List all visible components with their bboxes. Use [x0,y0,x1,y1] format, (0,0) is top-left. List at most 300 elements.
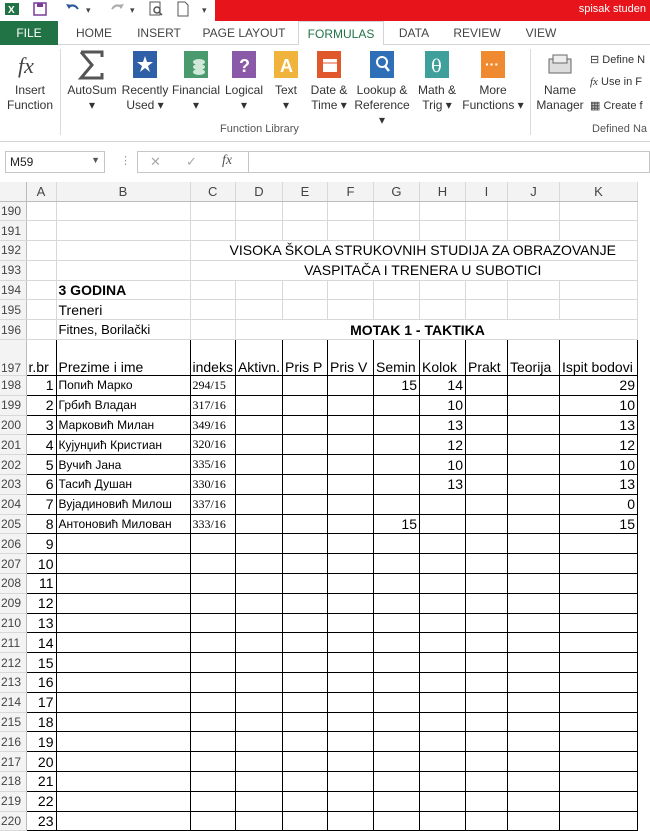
cell-bodovi[interactable]: 10 [559,455,637,475]
cell[interactable] [465,435,507,455]
cell[interactable] [507,455,559,475]
row-header[interactable]: 192 [0,241,26,261]
cell[interactable] [373,692,419,712]
cell[interactable] [373,673,419,693]
cell[interactable] [373,633,419,653]
row-header[interactable]: 198 [0,376,26,396]
tab-page-layout[interactable]: PAGE LAYOUT [202,26,286,40]
header-teorija[interactable]: Teorija [507,340,559,376]
subject-title[interactable]: MOTAK 1 - TAKTIKA [235,320,637,340]
cell[interactable] [56,752,190,772]
cell[interactable] [282,673,327,693]
cell-rbr[interactable]: 2 [26,395,56,415]
logical-button[interactable] [222,49,266,113]
splitter-dots-icon[interactable]: ⋮ [120,155,131,167]
cell-name[interactable]: Вучић Јана [56,455,190,475]
cell[interactable] [465,475,507,495]
cell[interactable] [190,574,235,594]
cell[interactable] [327,395,373,415]
cell-bodovi[interactable]: 10 [559,395,637,415]
school-title-line2[interactable]: VASPITAČA I TRENERA U SUBOTICI [190,260,637,280]
column-header-b[interactable]: B [56,182,190,201]
chevron-down-icon[interactable]: ▼ [91,155,100,165]
tab-formulas[interactable]: FORMULAS [298,21,384,46]
cell[interactable] [559,300,637,320]
new-document-icon[interactable] [176,1,190,19]
cell[interactable] [465,395,507,415]
cell[interactable] [559,593,637,613]
cell[interactable] [327,221,373,241]
cell[interactable] [419,221,465,241]
cell[interactable] [559,732,637,752]
cell[interactable] [235,455,282,475]
cell[interactable] [373,752,419,772]
cell[interactable] [465,633,507,653]
cell[interactable] [235,494,282,514]
header-ispit-bodovi[interactable]: Ispit bodovi [559,340,637,376]
cell[interactable] [235,633,282,653]
cell[interactable] [26,300,56,320]
column-header-f[interactable]: F [327,182,373,201]
cell[interactable] [190,712,235,732]
cell[interactable] [235,791,282,811]
cell[interactable] [373,653,419,673]
cell[interactable] [559,712,637,732]
cell-rbr[interactable]: 3 [26,415,56,435]
cell[interactable] [419,300,465,320]
cell-rbr[interactable]: 23 [26,811,56,831]
cell[interactable] [465,712,507,732]
more-functions-button[interactable]: ··· More Functions ▾ [460,49,526,113]
cell[interactable] [282,534,327,554]
cell[interactable] [507,475,559,495]
cell[interactable] [190,300,235,320]
cell[interactable] [235,395,282,415]
cell[interactable] [373,221,419,241]
math-trig-button[interactable]: θ Math & Trig ▾ [414,49,460,113]
cell[interactable] [190,633,235,653]
tab-data[interactable]: DATA [398,26,430,40]
row-header[interactable]: 211 [0,633,26,653]
autosum-button[interactable] [64,49,120,113]
cell[interactable] [507,692,559,712]
cell-index[interactable]: 317/16 [190,395,235,415]
cell[interactable] [235,574,282,594]
header-prakt[interactable]: Prakt [465,340,507,376]
cell-rbr[interactable]: 12 [26,593,56,613]
cell[interactable] [26,320,56,340]
tab-insert[interactable]: INSERT [137,26,181,40]
cell[interactable] [419,633,465,653]
enter-icon[interactable]: ✓ [186,154,197,169]
row-header[interactable]: 206 [0,534,26,554]
cell[interactable] [327,300,373,320]
cell[interactable] [419,534,465,554]
cell-kolok[interactable]: 13 [419,415,465,435]
undo-dropdown-icon[interactable]: ▾ [86,5,91,15]
cell[interactable] [235,300,282,320]
row-header[interactable]: 218 [0,772,26,792]
define-name-button[interactable] [590,53,645,66]
column-header-k[interactable]: K [559,182,637,201]
cell[interactable] [327,415,373,435]
cell[interactable] [282,653,327,673]
insert-function-fx-icon[interactable]: fx [222,153,233,168]
cell[interactable] [282,593,327,613]
cell[interactable] [56,653,190,673]
cell[interactable] [327,435,373,455]
cell[interactable] [26,280,56,300]
cell-rbr[interactable]: 21 [26,772,56,792]
cell-semin[interactable] [373,475,419,495]
cell[interactable] [282,633,327,653]
cell-bodovi[interactable]: 29 [559,376,637,396]
cell[interactable] [327,554,373,574]
cell[interactable] [235,811,282,831]
group-label[interactable]: Treneri [56,300,190,320]
row-header[interactable]: 191 [0,221,26,241]
cell[interactable] [465,811,507,831]
cell-index[interactable]: 320/16 [190,435,235,455]
cell-kolok[interactable]: 14 [419,376,465,396]
cell[interactable] [419,712,465,732]
cell-kolok[interactable]: 13 [419,475,465,495]
cell-rbr[interactable]: 16 [26,673,56,693]
cell[interactable] [419,673,465,693]
cell[interactable] [507,494,559,514]
select-all-corner[interactable] [0,182,26,201]
column-header-a[interactable]: A [26,182,56,201]
cell[interactable] [26,241,56,261]
row-header[interactable]: 197 [0,340,26,376]
cell[interactable] [373,593,419,613]
cell[interactable] [327,613,373,633]
cell[interactable] [373,534,419,554]
cell[interactable] [465,494,507,514]
cell[interactable] [465,300,507,320]
cell-name[interactable]: Попић Марко [56,376,190,396]
cell[interactable] [282,494,327,514]
cell[interactable] [507,534,559,554]
header-kolok[interactable]: Kolok [419,340,465,376]
cell[interactable] [282,395,327,415]
row-header[interactable]: 214 [0,692,26,712]
cell[interactable] [559,653,637,673]
cell-bodovi[interactable]: 12 [559,435,637,455]
cell[interactable] [56,534,190,554]
row-header[interactable]: 201 [0,435,26,455]
row-header[interactable]: 193 [0,260,26,280]
cell[interactable] [559,574,637,594]
cell[interactable] [282,554,327,574]
cell[interactable] [465,455,507,475]
cell[interactable] [282,811,327,831]
cell-index[interactable]: 337/16 [190,494,235,514]
cell[interactable] [282,201,327,221]
cell[interactable] [56,221,190,241]
cell[interactable] [235,475,282,495]
row-header[interactable]: 200 [0,415,26,435]
cell[interactable] [559,791,637,811]
row-header[interactable]: 219 [0,791,26,811]
cell-rbr[interactable]: 1 [26,376,56,396]
recently-used-button[interactable]: Recently Used ▾ [120,49,170,113]
row-header[interactable]: 217 [0,752,26,772]
cell[interactable] [327,475,373,495]
cell[interactable] [419,653,465,673]
row-header[interactable]: 205 [0,514,26,534]
cell[interactable] [190,673,235,693]
cell[interactable] [373,712,419,732]
cell-rbr[interactable]: 6 [26,475,56,495]
cell[interactable] [465,752,507,772]
cell[interactable] [282,791,327,811]
cell[interactable] [235,712,282,732]
cell[interactable] [419,752,465,772]
cell[interactable] [507,300,559,320]
cell[interactable] [56,633,190,653]
cell-rbr[interactable]: 13 [26,613,56,633]
cell-rbr[interactable]: 17 [26,692,56,712]
cell[interactable] [282,574,327,594]
redo-dropdown-icon[interactable]: ▾ [130,5,135,15]
cell[interactable] [327,201,373,221]
insert-function-button[interactable] [2,49,58,113]
cell-name[interactable]: Антоновић Милован [56,514,190,534]
cell[interactable] [559,811,637,831]
cell[interactable] [373,811,419,831]
cell[interactable] [190,221,235,241]
cell-rbr[interactable]: 22 [26,791,56,811]
cell[interactable] [235,415,282,435]
cell[interactable] [507,752,559,772]
cell[interactable] [327,633,373,653]
cell-semin[interactable] [373,395,419,415]
cell[interactable] [419,692,465,712]
cell[interactable] [327,376,373,396]
cell[interactable] [507,435,559,455]
cell[interactable] [507,395,559,415]
cell[interactable] [419,791,465,811]
redo-icon[interactable] [108,1,126,19]
column-header-i[interactable]: I [465,182,507,201]
cell[interactable] [235,692,282,712]
cell-rbr[interactable]: 15 [26,653,56,673]
header-index[interactable]: indeks [190,340,235,376]
row-header[interactable]: 209 [0,593,26,613]
cell[interactable] [282,300,327,320]
cell[interactable] [507,772,559,792]
cell[interactable] [327,791,373,811]
cell[interactable] [282,692,327,712]
cell-name[interactable]: Вујадиновић Милош [56,494,190,514]
cell[interactable] [235,752,282,772]
cell[interactable] [419,772,465,792]
cell[interactable] [56,593,190,613]
row-header[interactable]: 210 [0,613,26,633]
tab-view[interactable]: VIEW [525,26,557,40]
cell-rbr[interactable]: 14 [26,633,56,653]
cell[interactable] [235,280,282,300]
cell-kolok[interactable] [419,494,465,514]
cell[interactable] [559,613,637,633]
cell[interactable] [190,772,235,792]
header-seminar[interactable]: Semin [373,340,419,376]
cell[interactable] [56,791,190,811]
cell[interactable] [190,201,235,221]
cell[interactable] [419,554,465,574]
cell[interactable] [327,593,373,613]
cell-index[interactable]: 294/15 [190,376,235,396]
cell[interactable] [419,574,465,594]
cell[interactable] [507,201,559,221]
cell[interactable] [559,201,637,221]
cell[interactable] [56,692,190,712]
cell[interactable] [507,613,559,633]
cell-rbr[interactable]: 7 [26,494,56,514]
use-in-formula-button[interactable] [590,76,642,88]
cell[interactable] [56,574,190,594]
cell[interactable] [373,732,419,752]
cell[interactable] [282,752,327,772]
cell[interactable] [235,514,282,534]
cell-kolok[interactable]: 10 [419,395,465,415]
cell[interactable] [507,811,559,831]
cell-kolok[interactable]: 12 [419,435,465,455]
cell[interactable] [559,534,637,554]
lookup-reference-button[interactable]: Lookup & Reference ▾ [352,49,412,128]
cell[interactable] [507,653,559,673]
cell[interactable] [235,201,282,221]
cell[interactable] [282,280,327,300]
cell[interactable] [373,280,419,300]
year-label[interactable]: 3 GODINA [56,280,190,300]
cell[interactable] [465,574,507,594]
cell[interactable] [282,475,327,495]
cell[interactable] [559,752,637,772]
cell[interactable] [465,732,507,752]
cell[interactable] [190,613,235,633]
cell[interactable] [507,791,559,811]
cell[interactable] [465,791,507,811]
column-header-h[interactable]: H [419,182,465,201]
tab-review[interactable]: REVIEW [453,26,501,40]
cell-semin[interactable]: 15 [373,376,419,396]
cell[interactable] [327,574,373,594]
row-header[interactable]: 220 [0,811,26,831]
cell[interactable] [235,554,282,574]
name-box[interactable] [5,151,105,173]
cell-rbr[interactable]: 8 [26,514,56,534]
cell[interactable] [507,593,559,613]
cell-index[interactable]: 330/16 [190,475,235,495]
cell[interactable] [507,415,559,435]
cell[interactable] [327,280,373,300]
row-header[interactable]: 196 [0,320,26,340]
cell[interactable] [373,791,419,811]
name-manager-button[interactable] [534,49,586,113]
row-header[interactable]: 216 [0,732,26,752]
cell[interactable] [465,653,507,673]
cell[interactable] [56,811,190,831]
row-header[interactable]: 190 [0,201,26,221]
formula-input[interactable] [249,151,650,173]
cell[interactable] [507,732,559,752]
cell[interactable] [465,201,507,221]
cell[interactable] [282,772,327,792]
cell[interactable] [507,574,559,594]
date-time-button[interactable]: Date & Time ▾ [306,49,352,113]
cell[interactable] [190,320,235,340]
cell[interactable] [235,673,282,693]
cell[interactable] [190,732,235,752]
text-functions-button[interactable] [268,49,304,113]
cell[interactable] [373,300,419,320]
cell[interactable] [190,534,235,554]
cell-rbr[interactable]: 20 [26,752,56,772]
cell[interactable] [507,376,559,396]
column-header-d[interactable]: D [235,182,282,201]
column-header-g[interactable]: G [373,182,419,201]
cell[interactable] [282,435,327,455]
cell[interactable] [465,514,507,534]
cell[interactable] [373,574,419,594]
sport-label[interactable]: Fitnes, Borilački [56,320,190,340]
cell[interactable] [235,653,282,673]
cell-rbr[interactable]: 11 [26,574,56,594]
print-preview-icon[interactable] [148,1,164,19]
cell[interactable] [190,653,235,673]
cell-index[interactable]: 335/16 [190,455,235,475]
cell-semin[interactable] [373,435,419,455]
cell[interactable] [559,633,637,653]
financial-button[interactable] [170,49,222,113]
row-header[interactable]: 207 [0,554,26,574]
cell[interactable] [507,221,559,241]
cell[interactable] [327,732,373,752]
cell[interactable] [507,712,559,732]
cell[interactable] [235,772,282,792]
column-header-j[interactable]: J [507,182,559,201]
cell-bodovi[interactable]: 15 [559,514,637,534]
cell[interactable] [465,415,507,435]
cell[interactable] [282,732,327,752]
header-activity[interactable]: Aktivn. [235,340,282,376]
cell[interactable] [419,732,465,752]
column-header-e[interactable]: E [282,182,327,201]
cell[interactable] [190,280,235,300]
cell[interactable] [190,791,235,811]
cell[interactable] [327,752,373,772]
cell[interactable] [559,280,637,300]
cell-rbr[interactable]: 9 [26,534,56,554]
save-icon[interactable] [32,1,48,19]
cell[interactable] [190,811,235,831]
cell[interactable] [190,692,235,712]
cell[interactable] [373,772,419,792]
cell[interactable] [235,534,282,554]
cell-bodovi[interactable]: 13 [559,475,637,495]
cell[interactable] [56,241,190,261]
cell-rbr[interactable]: 4 [26,435,56,455]
cell[interactable] [507,633,559,653]
school-title-line1[interactable]: VISOKA ŠKOLA STRUKOVNIH STUDIJA ZA OBRAZOVANJE [190,241,637,261]
undo-icon[interactable] [64,1,82,19]
cell[interactable] [327,772,373,792]
tab-file[interactable]: FILE [0,21,58,45]
cancel-icon[interactable]: ✕ [150,154,161,169]
cell[interactable] [282,514,327,534]
